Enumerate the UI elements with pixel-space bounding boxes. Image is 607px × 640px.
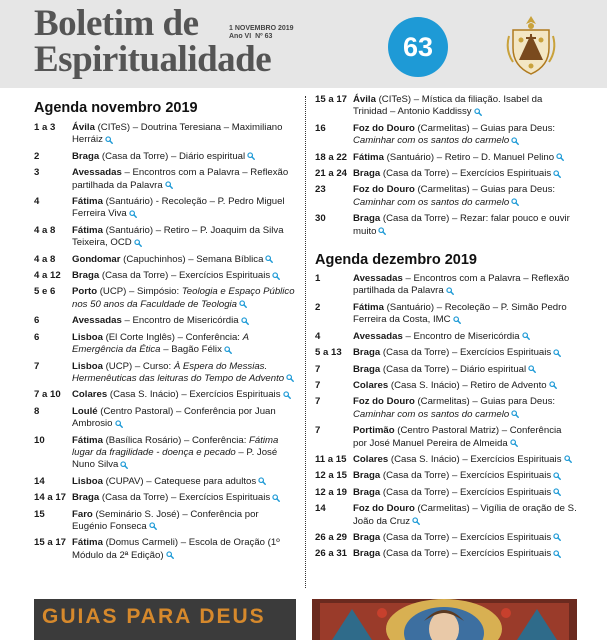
zoom-icon[interactable] xyxy=(510,439,518,447)
entry-detail: (Capuchinhos) – Semana Bíblica xyxy=(120,253,264,265)
entry-description xyxy=(72,151,296,163)
agenda-entry xyxy=(34,492,296,504)
entry-description xyxy=(353,503,577,528)
entry-date: 14 xyxy=(315,503,326,515)
zoom-icon[interactable] xyxy=(129,210,137,218)
agenda-entry xyxy=(34,167,296,192)
entry-detail: (Basílica Rosário) – Conferência: xyxy=(102,434,250,446)
entry-description xyxy=(353,396,577,421)
agenda-entry xyxy=(315,548,577,560)
entry-description xyxy=(72,389,296,401)
entry-italic-title: À Espera do Messias. Hermenêuticas das leituras do Tempo de Advento xyxy=(72,360,285,384)
agenda-column-right xyxy=(315,94,577,565)
entry-detail: – Encontros com a Palavra – Reflexão partilhada da Palavra xyxy=(353,273,570,297)
entry-date: 12 a 15 xyxy=(315,470,348,482)
entry-italic-title: Fátima lugar da fragilidade - doença e pecado xyxy=(72,434,279,458)
entry-detail: (Casa S. Inácio) – Retiro de Advento xyxy=(388,379,547,391)
agenda-entry xyxy=(315,94,577,119)
agenda-entry xyxy=(315,152,577,164)
stained-glass-art xyxy=(312,599,577,640)
entry-detail: – Encontro de Misericórdia xyxy=(402,330,520,342)
zoom-icon[interactable] xyxy=(105,136,113,144)
entry-description xyxy=(72,196,296,221)
entry-place: Lisboa xyxy=(72,360,103,372)
zoom-icon[interactable] xyxy=(115,420,123,428)
entry-place: Portimão xyxy=(353,425,395,437)
entry-description xyxy=(353,273,577,298)
zoom-icon[interactable] xyxy=(241,317,249,325)
agenda-entry xyxy=(315,487,577,499)
entry-date: 21 a 24 xyxy=(315,168,348,180)
entry-description xyxy=(72,270,296,282)
entry-detail: (Carmelitas) – Guias para Deus: xyxy=(414,122,556,134)
entry-description xyxy=(353,364,577,376)
agenda-entry xyxy=(315,273,577,298)
zoom-icon[interactable] xyxy=(522,332,530,340)
agenda-list-november xyxy=(34,122,296,562)
entry-detail: (Centro Pastoral) – Conferência por Juan Ambrosio xyxy=(72,405,276,430)
entry-date: 5 e 6 xyxy=(34,286,56,298)
entry-date: 4 a 12 xyxy=(34,270,61,282)
issue-number-badge: 63 xyxy=(388,17,448,77)
entry-date: 30 xyxy=(315,213,326,225)
entry-date: 8 xyxy=(34,405,40,417)
entry-description xyxy=(353,548,577,560)
agenda-entry xyxy=(315,470,577,482)
agenda-entry xyxy=(34,389,296,401)
agenda-entry xyxy=(315,184,577,209)
entry-place: Foz do Douro xyxy=(353,122,415,134)
entry-description xyxy=(353,532,577,544)
zoom-icon[interactable] xyxy=(553,472,561,480)
zoom-icon[interactable] xyxy=(272,272,280,280)
entry-place: Colares xyxy=(353,379,389,391)
entry-date: 26 a 29 xyxy=(315,531,348,543)
entry-detail: (Carmelitas) – Guias para Deus: xyxy=(414,396,556,408)
agenda-entry xyxy=(34,254,296,266)
agenda-entry xyxy=(34,435,296,472)
agenda-entry xyxy=(34,332,296,357)
entry-place: Braga xyxy=(353,548,381,560)
entry-detail: (Casa da Torre) – Exercícios Espirituais xyxy=(99,492,271,504)
entry-detail: (CITeS) – Doutrina Teresiana – Maximiliano Herráiz xyxy=(72,122,283,146)
entry-description xyxy=(72,332,296,357)
entry-description xyxy=(72,509,296,534)
entry-date: 7 a 10 xyxy=(34,389,61,401)
entry-date: 15 a 17 xyxy=(34,537,67,549)
agenda-entry xyxy=(315,302,577,327)
agenda-list-november-continued xyxy=(315,94,577,238)
agenda-entry xyxy=(315,503,577,528)
zoom-icon[interactable] xyxy=(549,381,557,389)
entry-detail: (Santuário) - Recoleção – P. Pedro Miguel Ferreira Viva xyxy=(72,196,285,220)
masthead xyxy=(0,0,607,88)
entry-detail: (Casa da Torre) – Diário espiritual xyxy=(99,150,246,162)
zoom-icon[interactable] xyxy=(528,365,536,373)
agenda-list-december xyxy=(315,273,577,561)
banner-title: GUIAS PARA DEUS xyxy=(42,605,266,628)
entry-date: 4 a 8 xyxy=(34,224,56,236)
zoom-icon[interactable] xyxy=(239,300,247,308)
entry-detail: (Carmelitas) – Vigília de oração de S. João da Cruz xyxy=(353,503,577,527)
entry-place: Ávila xyxy=(72,122,95,133)
entry-detail: (Casa da Torre) – Exercícios Espirituais xyxy=(380,168,552,180)
entry-date: 2 xyxy=(34,150,40,162)
entry-detail: (Santuário) – Retiro – P. Joaquim da Silva Teixeira, OCD xyxy=(72,224,284,249)
entry-detail-tail: – P. José Nuno Silva xyxy=(72,446,278,471)
entry-date: 7 xyxy=(315,425,321,437)
agenda-entry xyxy=(315,123,577,148)
entry-description xyxy=(353,470,577,482)
agenda-entry xyxy=(315,380,577,392)
agenda-entry xyxy=(34,509,296,534)
zoom-icon[interactable] xyxy=(166,551,174,559)
entry-description xyxy=(353,168,577,180)
entry-detail: (Casa da Torre) – Rezar: falar pouco e ouvir muito xyxy=(353,213,570,237)
entry-place: Braga xyxy=(72,492,100,504)
zoom-icon[interactable] xyxy=(553,550,561,558)
agenda-entry xyxy=(34,361,296,386)
zoom-icon[interactable] xyxy=(283,391,291,399)
zoom-icon[interactable] xyxy=(134,239,142,247)
zoom-icon[interactable] xyxy=(553,488,561,496)
entry-place: Fátima xyxy=(72,196,103,208)
zoom-icon[interactable] xyxy=(165,181,173,189)
entry-description xyxy=(353,487,577,499)
entry-detail: – Encontros com a Palavra – Reflexão partilhada da Palavra xyxy=(72,167,289,191)
entry-description xyxy=(72,435,296,472)
entry-italic-title: Caminhar com os santos do carmelo xyxy=(353,196,510,208)
entry-place: Colares xyxy=(72,389,108,401)
entry-date: 6 xyxy=(34,315,40,327)
entry-detail: (Casa da Torre) – Exercícios Espirituais xyxy=(99,270,271,282)
entry-date: 7 xyxy=(315,379,321,391)
entry-date: 10 xyxy=(34,434,45,446)
entry-description xyxy=(72,225,296,250)
entry-detail: (Casa da Torre) – Exercícios Espirituais xyxy=(380,548,552,560)
entry-place: Fátima xyxy=(72,434,103,446)
entry-place: Faro xyxy=(72,508,93,520)
entry-date: 4 xyxy=(34,196,40,208)
entry-detail: (Santuário) – Recoleção – P. Simão Pedro Ferreira da Costa, IMC xyxy=(353,301,567,326)
zoom-icon[interactable] xyxy=(511,198,519,206)
entry-place: Foz do Douro xyxy=(353,503,415,515)
zoom-icon[interactable] xyxy=(474,108,482,116)
entry-place: Braga xyxy=(353,486,381,498)
entry-date: 15 a 17 xyxy=(315,94,348,105)
entry-place: Ávila xyxy=(353,94,376,105)
entry-place: Braga xyxy=(353,363,381,375)
entry-detail: (Casa S. Inácio) – Exercícios Espirituais xyxy=(107,389,281,401)
agenda-entry xyxy=(315,364,577,376)
entry-place: Foz do Douro xyxy=(353,184,415,196)
entry-date: 4 xyxy=(315,330,321,342)
zoom-icon[interactable] xyxy=(553,170,561,178)
zoom-icon[interactable] xyxy=(378,227,386,235)
zoom-icon[interactable] xyxy=(247,152,255,160)
zoom-icon[interactable] xyxy=(258,477,266,485)
entry-date: 7 xyxy=(315,396,321,408)
zoom-icon[interactable] xyxy=(286,374,294,382)
entry-detail: (CUPAV) – Catequese para adultos xyxy=(102,475,257,487)
entry-description xyxy=(353,152,577,164)
entry-description xyxy=(72,286,296,311)
agenda-entry xyxy=(315,454,577,466)
entry-detail: (Seminário S. José) – Conferência por Eugénio Fonseca xyxy=(72,508,259,532)
title-line-1: Boletim de xyxy=(34,3,199,44)
issue-volume-number: Ano VI Nº 63 xyxy=(229,33,273,40)
agenda-entry xyxy=(315,396,577,421)
entry-detail: (CITeS) – Mística da filiação. Isabel da Trinidad – Antonio Kaddissy xyxy=(353,94,543,118)
agenda-entry xyxy=(34,315,296,327)
entry-detail: – Encontro de Misericórdia xyxy=(121,315,239,327)
zoom-icon[interactable] xyxy=(453,316,461,324)
entry-place: Braga xyxy=(353,531,381,543)
entry-description xyxy=(353,94,577,119)
entry-place: Fátima xyxy=(353,151,384,163)
zoom-icon[interactable] xyxy=(553,533,561,541)
entry-place: Loulé xyxy=(72,405,98,417)
entry-description xyxy=(353,347,577,359)
entry-date: 7 xyxy=(34,360,40,372)
zoom-icon[interactable] xyxy=(149,522,157,530)
entry-detail: (Casa da Torre) – Diário espiritual xyxy=(380,363,527,375)
agenda-entry xyxy=(34,122,296,147)
agenda-entry xyxy=(34,270,296,282)
entry-description xyxy=(72,315,296,327)
entry-description xyxy=(72,406,296,431)
entry-description xyxy=(353,302,577,327)
entry-detail: (Casa da Torre) – Exercícios Espirituais xyxy=(380,470,552,482)
entry-date: 6 xyxy=(34,331,40,343)
zoom-icon[interactable] xyxy=(412,517,420,525)
entry-place: Braga xyxy=(353,168,381,180)
entry-date: 1 xyxy=(315,273,321,285)
zoom-icon[interactable] xyxy=(553,349,561,357)
entry-description xyxy=(72,122,296,147)
entry-place: Braga xyxy=(72,150,100,162)
agenda-heading-december: Agenda dezembro 2019 xyxy=(315,252,477,269)
entry-date: 7 xyxy=(315,363,321,375)
zoom-icon[interactable] xyxy=(224,346,232,354)
agenda-heading-november: Agenda novembro 2019 xyxy=(34,100,198,116)
entry-place: Lisboa xyxy=(72,475,103,487)
agenda-entry xyxy=(34,286,296,311)
entry-place: Braga xyxy=(353,213,381,225)
entry-place: Avessadas xyxy=(72,167,122,179)
entry-description xyxy=(72,537,296,562)
entry-description xyxy=(72,167,296,192)
entry-date: 2 xyxy=(315,301,321,313)
entry-place: Braga xyxy=(353,470,381,482)
entry-italic-title: Caminhar com os santos do carmelo xyxy=(353,408,510,420)
newsletter-title xyxy=(34,3,272,80)
entry-date: 5 a 13 xyxy=(315,347,342,359)
entry-description xyxy=(353,184,577,209)
entry-description xyxy=(353,454,577,466)
zoom-icon[interactable] xyxy=(564,455,572,463)
zoom-icon[interactable] xyxy=(511,137,519,145)
entry-place: Foz do Douro xyxy=(353,396,415,408)
agenda-entry xyxy=(315,168,577,180)
entry-description xyxy=(353,123,577,148)
entry-detail: (Santuário) – Retiro – D. Manuel Pelino xyxy=(383,151,555,163)
entry-date: 1 a 3 xyxy=(34,122,56,133)
entry-date: 16 xyxy=(315,122,326,134)
entry-place: Avessadas xyxy=(72,315,122,327)
entry-detail: (Casa da Torre) – Exercícios Espirituais xyxy=(380,531,552,543)
entry-italic-title: Teologia e Espaço Público nos 50 anos da Faculdade de Teologia xyxy=(72,286,295,310)
entry-detail: (UCP) – Curso: xyxy=(102,360,174,372)
entry-place: Lisboa xyxy=(72,331,103,343)
agenda-entry xyxy=(315,425,577,450)
title-line-2: Espiritualidade xyxy=(34,39,272,80)
entry-description xyxy=(353,425,577,450)
stained-glass-image[interactable] xyxy=(312,599,577,640)
entry-description xyxy=(353,380,577,392)
entry-detail: (UCP) – Simpósio: xyxy=(97,286,182,298)
entry-place: Gondomar xyxy=(72,253,121,265)
entry-detail: (Centro Pastoral Matriz) – Conferência por José Manuel Pereira de Almeida xyxy=(353,425,562,449)
entry-description xyxy=(72,492,296,504)
entry-date: 14 a 17 xyxy=(34,492,67,504)
agenda-column-left xyxy=(34,94,296,566)
agenda-entry xyxy=(34,406,296,431)
issue-meta xyxy=(229,25,294,41)
entry-date: 18 a 22 xyxy=(315,151,348,163)
entry-detail: (Carmelitas) – Guias para Deus: xyxy=(414,184,556,196)
entry-detail: (Casa S. Inácio) – Exercícios Espirituais xyxy=(388,453,562,465)
entry-place: Braga xyxy=(72,270,100,282)
zoom-icon[interactable] xyxy=(265,255,273,263)
agenda-entry xyxy=(34,196,296,221)
carmelite-emblem-icon xyxy=(503,14,559,78)
zoom-icon[interactable] xyxy=(446,287,454,295)
entry-detail: (Domus Carmeli) – Escola de Oração (1º Módulo da 2ª Edição) xyxy=(72,537,280,561)
agenda-entry xyxy=(315,213,577,238)
zoom-icon[interactable] xyxy=(556,153,564,161)
entry-place: Avessadas xyxy=(353,330,403,342)
entry-place: Colares xyxy=(353,453,389,465)
entry-place: Fátima xyxy=(72,537,103,549)
guias-para-deus-banner[interactable] xyxy=(34,599,296,640)
agenda-entry xyxy=(315,347,577,359)
entry-description xyxy=(353,213,577,238)
entry-date: 26 a 31 xyxy=(315,548,348,560)
entry-italic-title: Caminhar com os santos do carmelo xyxy=(353,135,510,147)
zoom-icon[interactable] xyxy=(120,461,128,469)
entry-detail-tail: – Bagão Félix xyxy=(160,344,222,356)
entry-date: 4 a 8 xyxy=(34,253,56,265)
column-divider xyxy=(305,96,306,588)
entry-date: 11 a 15 xyxy=(315,453,347,465)
agenda-entry xyxy=(315,532,577,544)
entry-place: Braga xyxy=(353,347,381,359)
zoom-icon[interactable] xyxy=(511,410,519,418)
zoom-icon[interactable] xyxy=(272,494,280,502)
agenda-entry xyxy=(34,151,296,163)
entry-place: Porto xyxy=(72,286,98,298)
agenda-entry xyxy=(34,537,296,562)
entry-description xyxy=(72,361,296,386)
agenda-entry xyxy=(315,331,577,343)
issue-date: 1 NOVEMBRO 2019 xyxy=(229,25,294,32)
entry-date: 3 xyxy=(34,167,40,179)
entry-date: 12 a 19 xyxy=(315,486,348,498)
entry-italic-title: A Emergência da Ética xyxy=(72,331,249,356)
entry-detail: (El Corte Inglês) – Conferência: xyxy=(102,331,243,343)
entry-date: 14 xyxy=(34,475,45,487)
agenda-entry xyxy=(34,225,296,250)
entry-date: 15 xyxy=(34,508,45,520)
entry-date: 23 xyxy=(315,184,326,196)
entry-description xyxy=(72,476,296,488)
entry-place: Fátima xyxy=(353,301,384,313)
entry-place: Fátima xyxy=(72,224,103,236)
entry-detail: (Casa da Torre) – Exercícios Espirituais xyxy=(380,486,552,498)
entry-place: Avessadas xyxy=(353,273,403,285)
entry-description xyxy=(353,331,577,343)
agenda-entry xyxy=(34,476,296,488)
entry-description xyxy=(72,254,296,266)
entry-detail: (Casa da Torre) – Exercícios Espirituais xyxy=(380,347,552,359)
